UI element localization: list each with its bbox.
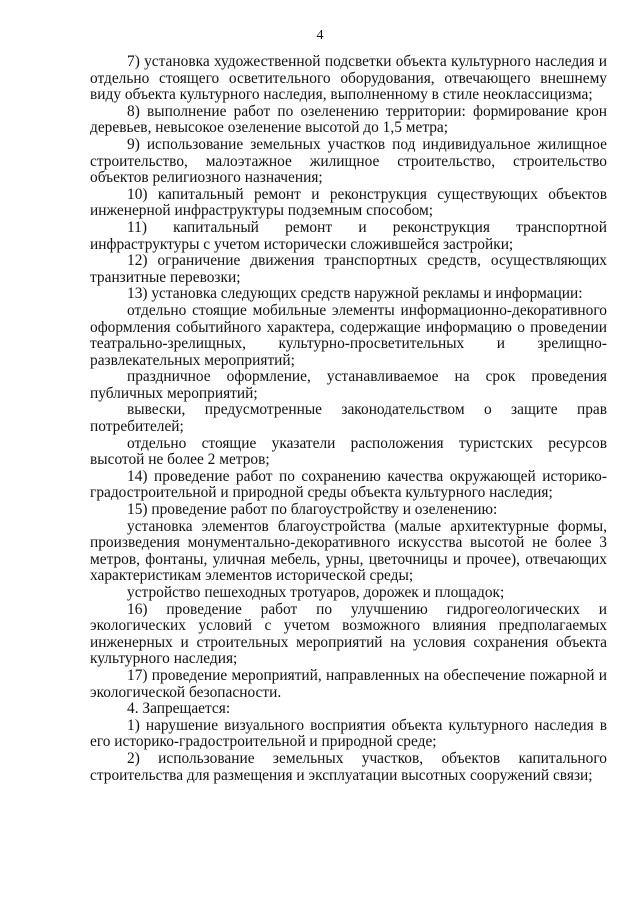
paragraph: 17) проведение мероприятий, направленных на обеспечение пожарной и экологической безопасности. [90, 666, 607, 701]
paragraph: 4. Запрещается: [127, 700, 231, 718]
paragraph: 9) использование земельных участков под индивидуальное жилищное строительство, малоэтажное жилищное строительство, строительство объектов религиозного назначения; [90, 135, 607, 187]
paragraph: устройство пешеходных тротуаров, дорожек и площадок; [127, 584, 505, 601]
paragraph: 14) проведение работ по сохранению качества окружающей историко-градостроительной и природной среды объекта культурного наследия; [90, 467, 607, 502]
paragraph: 2) использование земельных участков, объектов капитального строительства для размещения и эксплуатации высотных сооружений связи; [90, 749, 607, 784]
paragraph: 7) установка художественной подсветки объекта культурного наследия и отдельно стоящего осветительного оборудования, отвечающего внешнему виду объекта культурного наследия, выполненному в стиле неоклассицизма; [90, 53, 607, 104]
paragraph: 16) проведение работ по улучшению гидрогеологических и экологических условий с учетом возможного влияния предполагаемых инженерных и строительных мероприятий на условия сохранения объекта культурного наследия; [90, 600, 607, 668]
paragraph: отдельно стоящие мобильные элементы информационно-декоративного оформления событийного характера, содержащие информацию о проведении театрально-зрелищных, культурно-просветительных и зрелищно-развлекательных мероприятий; [90, 301, 607, 369]
paragraph: праздничное оформление, устанавливаемое на срок проведения публичных мероприятий; [90, 368, 607, 402]
paragraph: 8) выполнение работ по озеленению территории: формирование крон деревьев, невысокое озеленение высотой до 1,5 метра; [90, 102, 607, 137]
paragraph: отдельно стоящие указатели расположения туристских ресурсов высотой не более 2 метров; [90, 434, 607, 469]
paragraph: 13) установка следующих средств наружной рекламы и информации: [127, 285, 583, 303]
paragraph: 15) проведение работ по благоустройству и озеленению: [127, 501, 498, 519]
paragraph: вывески, предусмотренные законодательством о защите прав потребителей; [90, 401, 607, 436]
paragraph: 10) капитальный ремонт и реконструкция существующих объектов инженерной инфраструктуры подземным способом; [90, 185, 607, 220]
paragraph: 12) ограничение движения транспортных средств, осуществляющих транзитные перевозки; [90, 252, 607, 286]
paragraph: установка элементов благоустройства (малые архитектурные формы, произведения монументально-декоративного искусства высотой не более 3 метров, фонтаны, уличная мебель, урны, цветочницы и прочее), отвечающих характеристикам элементов исторической среды; [90, 517, 607, 585]
paragraph: 11) капитальный ремонт и реконструкция транспортной инфраструктуры с учетом исторически сложившейся застройки; [90, 218, 607, 253]
paragraph: 1) нарушение визуального восприятия объекта культурного наследия в его историко-градостроительной и природной среде; [90, 716, 607, 751]
document-body [90, 54, 607, 784]
page-number: 4 [316, 28, 324, 43]
